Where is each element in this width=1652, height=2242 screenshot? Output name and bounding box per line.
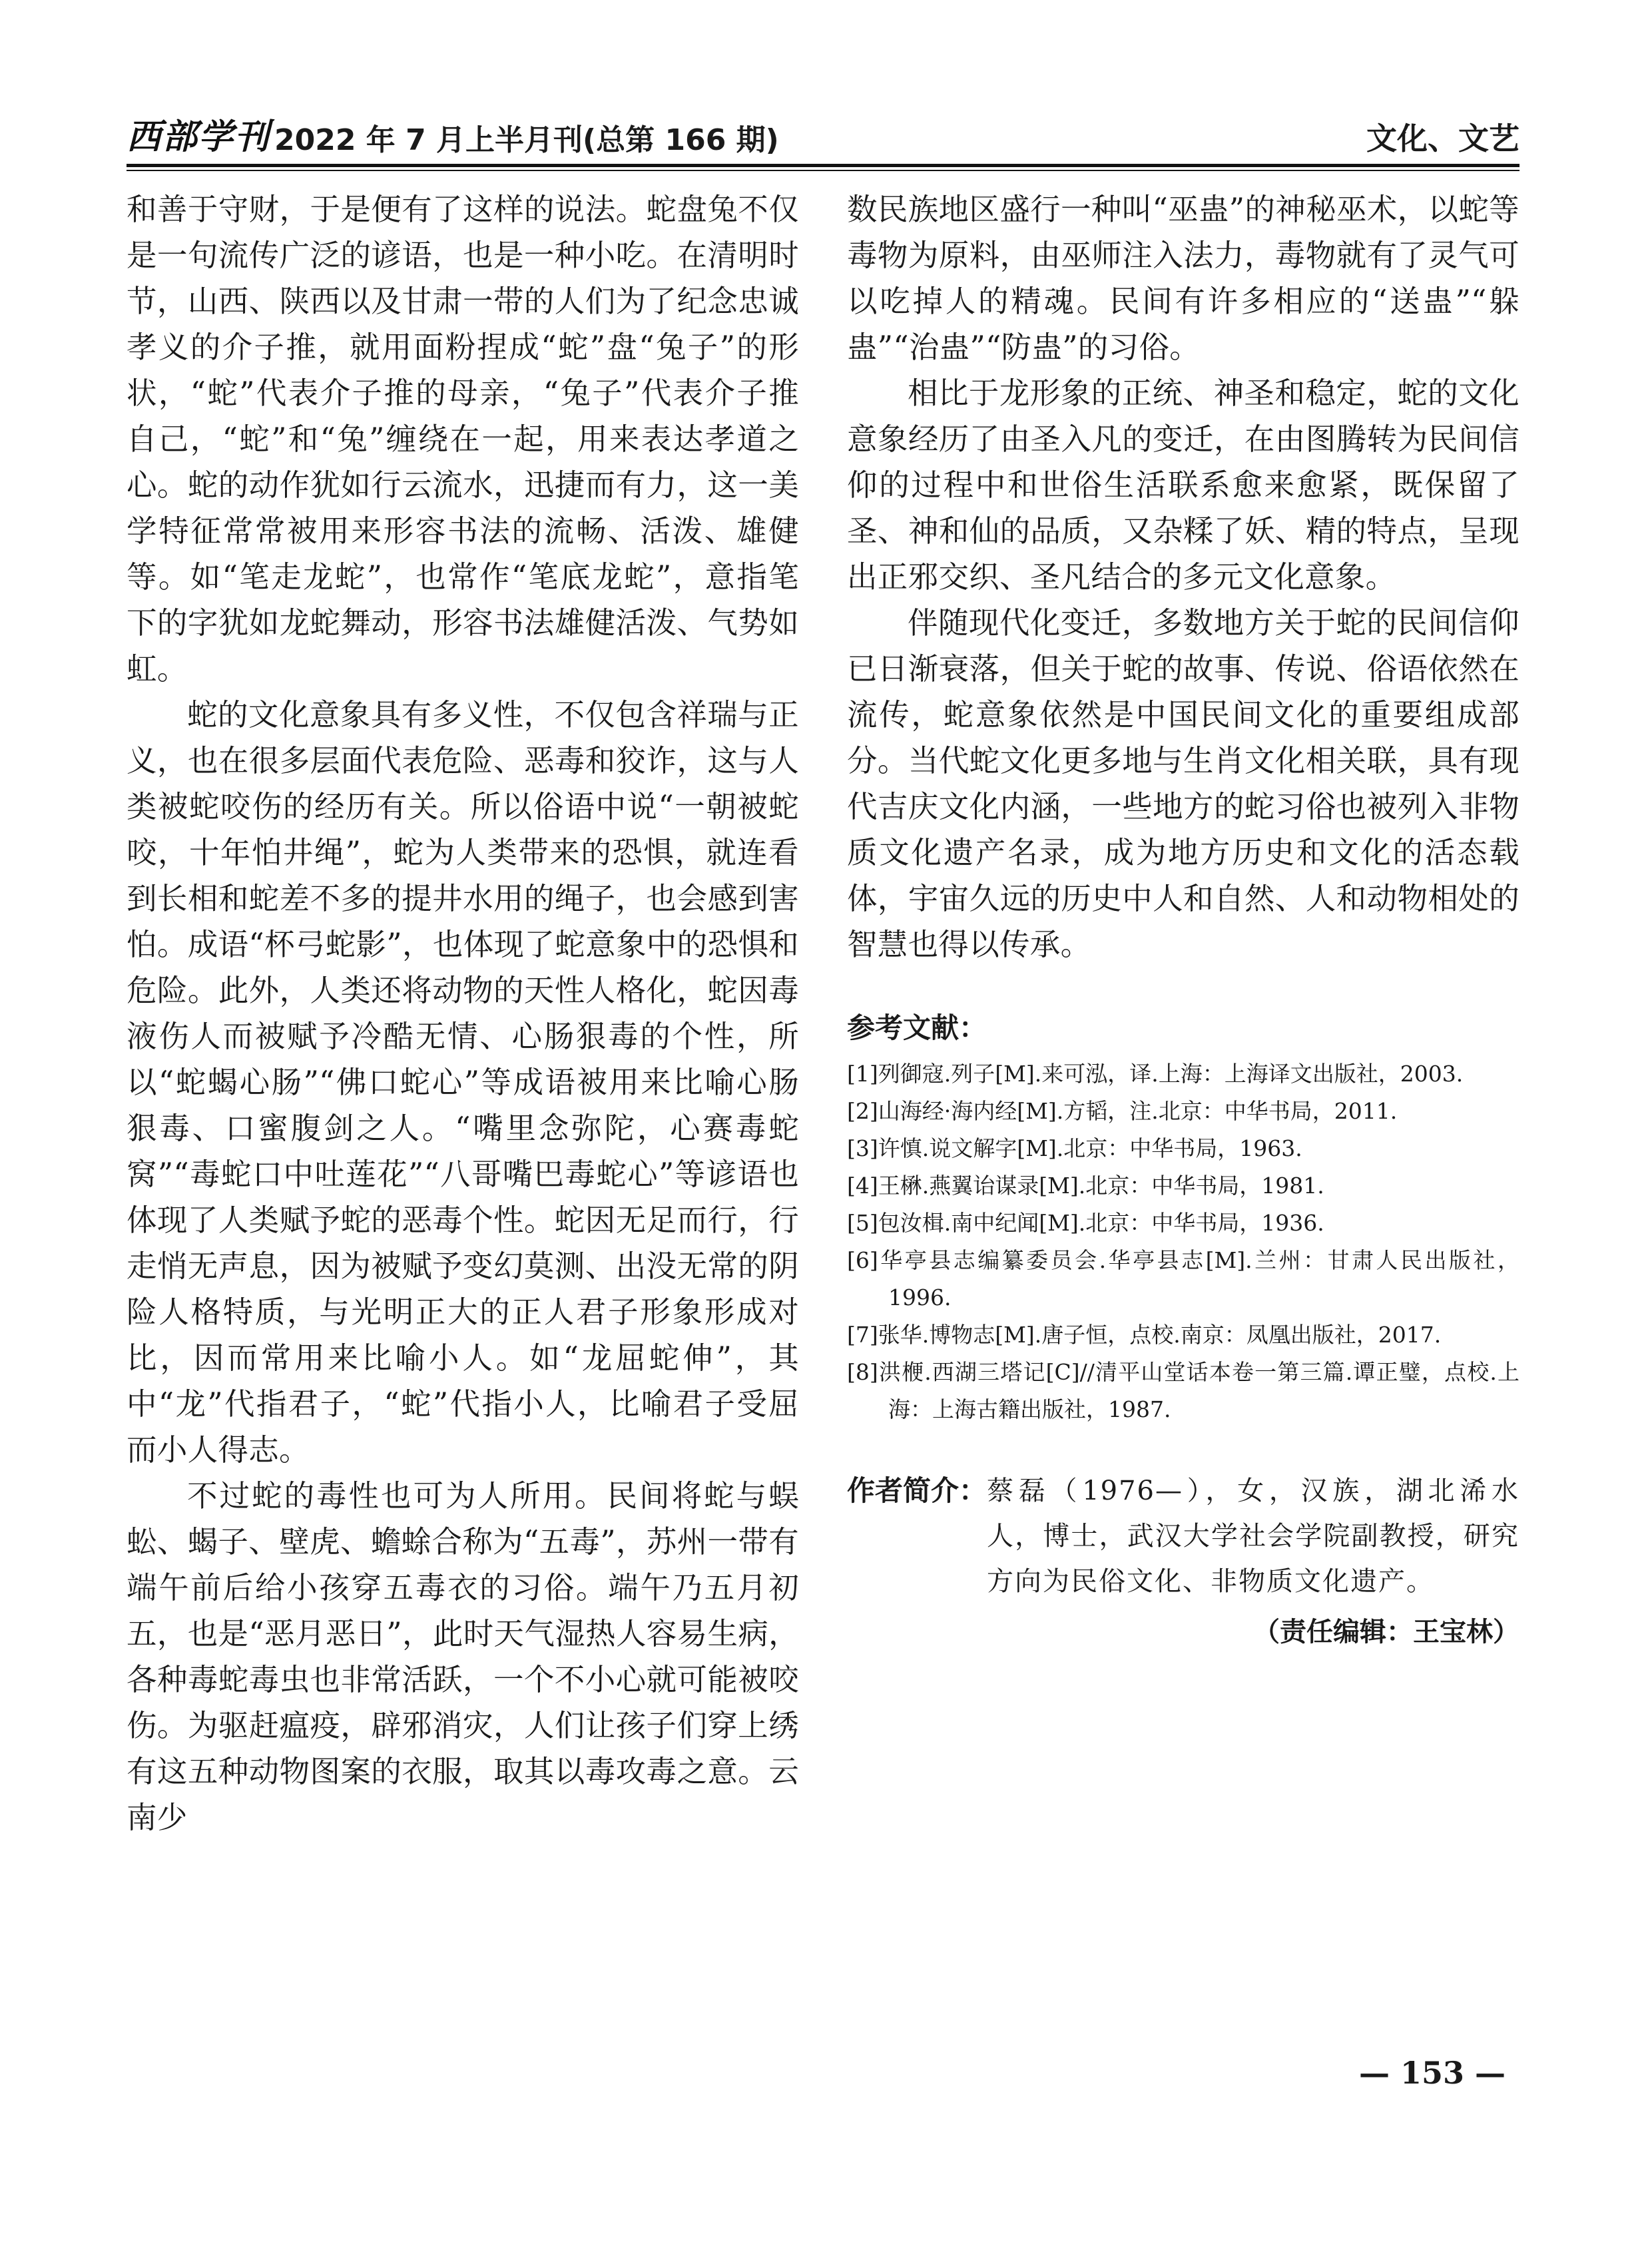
journal-masthead: [127, 109, 779, 158]
reference-item: [3]许慎.说文解字[M].北京：中华书局，1963.: [847, 1135, 1302, 1161]
body-paragraph: 伴随现代化变迁，多数地方关于蛇的民间信仰已日渐衰落，但关于蛇的故事、传说、俗语依然在流传，蛇意象依然是中国民间文化的重要组成部分。当代蛇文化更多地与生肖文化相关联，具有现代吉庆文化内涵，一些地方的蛇习俗也被列入非物质文化遗产名录，成为地方历史和文化的活态载体，宇宙久远的历史中人和自然、人和动物相处的智慧也得以传承。: [847, 605, 1519, 962]
author-bio: [847, 1468, 1519, 1604]
author-bio-label: 作者简介：: [847, 1474, 987, 1507]
reference-item: [4]王楙.燕翼诒谋录[M].北京：中华书局，1981.: [847, 1173, 1324, 1199]
references-heading: 参考文献：: [847, 1011, 987, 1044]
body-paragraph: 和善于守财，于是便有了这样的说法。蛇盘兔不仅是一句流传广泛的谚语，也是一种小吃。在清明时节，山西、陕西以及甘肃一带的人们为了纪念忠诚孝义的介子推，就用面粉捏成“蛇”盘“兔子”的形状，“蛇”代表介子推的母亲，“兔子”代表介子推自己，“蛇”和“兔”缠绕在一起，用来表达孝道之心。蛇的动作犹如行云流水，迅捷而有力，这一美学特征常常被用来形容书法的流畅、活泼、雄健等。如“笔走龙蛇”，也常作“笔底龙蛇”，意指笔下的字犹如龙蛇舞动，形容书法雄健活泼、气势如虹。: [127, 192, 799, 687]
body-paragraph: 数民族地区盛行一种叫“巫蛊”的神秘巫术，以蛇等毒物为原料，由巫师注入法力，毒物就有了灵气可以吃掉人的精魂。民间有许多相应的“送蛊”“躲蛊”“治蛊”“防蛊”的习俗。: [847, 192, 1519, 365]
right-column: [847, 186, 1519, 1649]
references-list: [847, 1055, 1519, 1428]
header-rule-thick: [127, 164, 1519, 167]
author-bio-text: 蔡磊（1976—），女，汉族，湖北浠水人，博士，武汉大学社会学院副教授，研究方向为民俗文化、非物质文化遗产。: [987, 1476, 1519, 1597]
reference-item: [1]列御寇.列子[M].来可泓，译.上海：上海译文出版社，2003.: [847, 1061, 1464, 1087]
issue-info: 2022 年 7 月上半月刊(总第 166 期): [274, 123, 779, 157]
reference-item: [2]山海经·海内经[M].方韬，注.北京：中华书局，2011.: [847, 1098, 1398, 1124]
responsible-editor: （责任编辑：王宝林）: [1253, 1617, 1519, 1647]
running-header: [127, 112, 1519, 158]
header-rule-thin: [127, 170, 1519, 171]
reference-item: [7]张华.博物志[M].唐子恒，点校.南京：凤凰出版社，2017.: [847, 1322, 1442, 1348]
reference-item: [8]洪楩.西湖三塔记[C]//清平山堂话本卷一第三篇.谭正璧，点校.上海：上海古籍出版社，1987.: [847, 1359, 1519, 1422]
journal-logo: 西部学刊: [127, 117, 271, 157]
page-number: — 153 —: [1358, 2055, 1506, 2091]
reference-item: [5]包汝楫.南中纪闻[M].北京：中华书局，1936.: [847, 1210, 1324, 1236]
body-paragraph: 相比于龙形象的正统、神圣和稳定，蛇的文化意象经历了由圣入凡的变迁，在由图腾转为民间信仰的过程中和世俗生活联系愈来愈紧，既保留了圣、神和仙的品质，又杂糅了妖、精的特点，呈现出正邪交织、圣凡结合的多元文化意象。: [847, 376, 1519, 595]
reference-item: [6]华亭县志编纂委员会.华亭县志[M].兰州：甘肃人民出版社，1996.: [847, 1247, 1519, 1310]
body-paragraph: 蛇的文化意象具有多义性，不仅包含祥瑞与正义，也在很多层面代表危险、恶毒和狡诈，这与人类被蛇咬伤的经历有关。所以俗语中说“一朝被蛇咬，十年怕井绳”，蛇为人类带来的恐惧，就连看到长相和蛇差不多的提井水用的绳子，也会感到害怕。成语“杯弓蛇影”，也体现了蛇意象中的恐惧和危险。此外，人类还将动物的天性人格化，蛇因毒液伤人而被赋予冷酷无情、心肠狠毒的个性，所以“蛇蝎心肠”“佛口蛇心”等成语被用来比喻心肠狠毒、口蜜腹剑之人。“嘴里念弥陀，心赛毒蛇窝”“毒蛇口中吐莲花”“八哥嘴巴毒蛇心”等谚语也体现了人类赋予蛇的恶毒个性。蛇因无足而行，行走悄无声息，因为被赋予变幻莫测、出没无常的阴险人格特质，与光明正大的正人君子形象形成对比，因而常用来比喻小人。如“龙屈蛇伸”，其中“龙”代指君子，“蛇”代指小人，比喻君子受屈而小人得志。: [127, 697, 799, 1468]
section-title: 文化、文艺: [1366, 121, 1519, 156]
body-paragraph: 不过蛇的毒性也可为人所用。民间将蛇与蜈蚣、蝎子、壁虎、蟾蜍合称为“五毒”，苏州一带有端午前后给小孩穿五毒衣的习俗。端午乃五月初五，也是“恶月恶日”，此时天气湿热人容易生病，各种毒蛇毒虫也非常活跃，一个不小心就可能被咬伤。为驱赶瘟疫，辟邪消灾，人们让孩子们穿上绣有这五种动物图案的衣服，取其以毒攻毒之意。云南少: [127, 1478, 799, 1835]
left-column: [127, 186, 799, 1840]
